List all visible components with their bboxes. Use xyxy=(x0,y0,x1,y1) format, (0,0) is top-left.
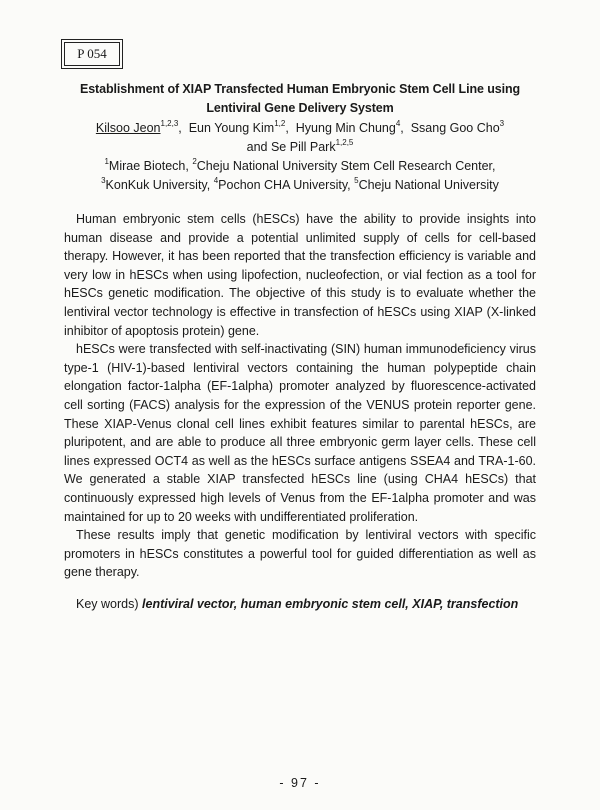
paper-title-line1: Establishment of XIAP Transfected Human Embryonic Stem Cell Line using xyxy=(79,82,521,96)
affiliation: Pochon CHA University xyxy=(218,178,348,192)
author-name: Eun Young Kim xyxy=(188,121,275,135)
affiliation: Cheju National University Stem Cell Research Center xyxy=(196,159,493,173)
author-line-2: and Se Pill Park$^{1,2,5}$ xyxy=(246,138,354,154)
abstract-paragraph-3: These results imply that genetic modification by lentiviral vectors with specific promoters in hESCs constitutes a powerful tool for guided differentiation as well as gene therapy. xyxy=(64,528,536,580)
affil-sup: 4 xyxy=(213,176,219,185)
author-sup: 3 xyxy=(499,119,505,128)
affil-sup: 2 xyxy=(192,157,197,166)
abstract-paragraph-1: Human embryonic stem cells (hESCs) have the ability to provide insights into human disease and provide a potential unlimited supply of cells for cell-based therapy. However, it has been reported that the transfection efficiency is variable and very low in hESCs when using lipofection, nucleofection, or vial fection as a tool for hESCs genetic modification. The objective of this study is to evaluate whether the lentiviral vector technology is effective in transfection of hESCs using XIAP (X-linked inhibitor of apoptosis protein) gene. xyxy=(64,212,536,338)
author-sup: 1,2 xyxy=(274,119,286,128)
affil-sup: 1 xyxy=(104,157,109,166)
abstract xyxy=(64,210,536,582)
keywords xyxy=(76,597,518,611)
author-name: Kilsoo Jeon xyxy=(95,121,161,135)
affiliation: Mirae Biotech xyxy=(108,159,186,173)
page-number: - 97 - xyxy=(279,776,321,790)
author-line-1: Kilsoo Jeon$^{1,2,3}$, Eun Young Kim$^{1,2}$, Hyung Min Chung$^4$, Ssang Goo Cho$^3$ xyxy=(95,119,505,135)
affil-sup: 5 xyxy=(354,176,359,185)
keywords-label: Key words) xyxy=(76,597,139,611)
author-name: Hyung Min Chung xyxy=(295,121,396,135)
poster-id-box: P 054 xyxy=(64,42,120,66)
author-sup: 1,2,5 xyxy=(335,138,354,147)
affiliation: Cheju National University xyxy=(358,178,499,192)
paper-title-line2: Lentiviral Gene Delivery System xyxy=(206,101,394,115)
abstract-paragraph-2: hESCs were transfected with self-inactivating (SIN) human immunodeficiency virus type-1 (HIV-1)-based lentiviral vectors containing the human polypeptide chain elongation factor-1alpha (EF-1alpha) promoter analyzed by fluorescence-activated cell sorting (FACS) analysis for the expression of the VENUS protein reporter gene. These XIAP-Venus clonal cell lines exhibit features similar to parental hESCs, are pluripotent, and are able to produce all three embryonic germ layer cells. These cell lines expressed OCT4 as well as the hESCs surface antigens SSEA4 and TRA-1-60. We generated a stable XIAP transfected hESCs line (using CHA4 hESCs) that continuously expressed high levels of Venus from the EF-1alpha promoter and was maintained for up to 20 weeks with undifferentiated proliferation. xyxy=(64,342,536,524)
affiliation: KonKuk University xyxy=(105,178,207,192)
author-name: Ssang Goo Cho xyxy=(410,121,500,135)
author-name: Se Pill Park xyxy=(270,140,336,154)
affiliation-line-1: $^1$Mirae Biotech, $^2$Cheju National University Stem Cell Research Center, xyxy=(104,157,496,173)
author-sup: 1,2,3 xyxy=(160,119,179,128)
affil-sup: 3 xyxy=(101,176,106,185)
author-sup: 4 xyxy=(395,119,401,128)
affiliation-line-2: $^3$KonKuk University, $^4$Pochon CHA University, $^5$Cheju National University xyxy=(101,176,499,192)
keywords-terms: lentiviral vector, human embryonic stem cell, XIAP, transfection xyxy=(142,597,519,611)
